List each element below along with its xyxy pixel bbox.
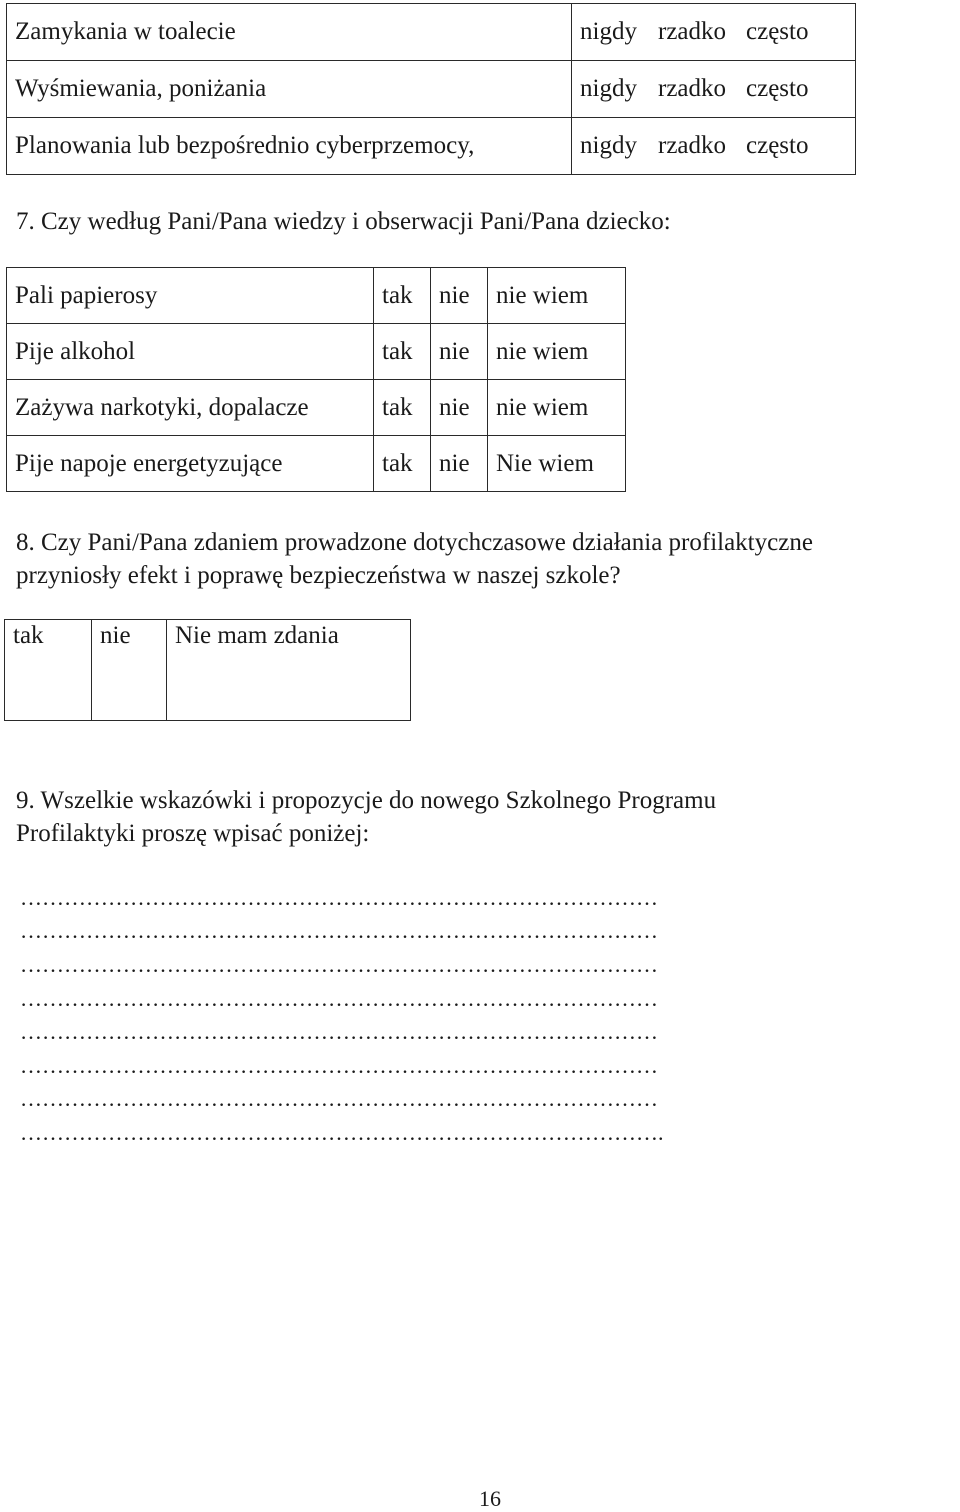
option-nie-wiem[interactable]: nie wiem bbox=[488, 380, 626, 436]
question-8-table bbox=[4, 619, 411, 721]
question-9-line-2: Profilaktyki proszę wpisać poniżej: bbox=[16, 820, 370, 847]
answer-dotted-line[interactable]: …………………………………………………………………………… bbox=[20, 918, 658, 943]
question-8-line-2: przyniosły efekt i poprawę bezpieczeństwa w naszej szkole? bbox=[16, 562, 621, 589]
row-label: Pije alkohol bbox=[7, 324, 374, 380]
option-czesto[interactable]: często bbox=[742, 4, 856, 61]
answer-dotted-line[interactable]: …………………………………………………………………………… bbox=[20, 986, 658, 1011]
option-czesto[interactable]: często bbox=[742, 118, 856, 175]
row-label: Planowania lub bezpośrednio cyberprzemocy, bbox=[7, 118, 572, 175]
answer-dotted-line[interactable]: …………………………………………………………………………… bbox=[20, 885, 658, 910]
row-label: Pali papierosy bbox=[7, 268, 374, 324]
option-nigdy[interactable]: nigdy bbox=[572, 4, 655, 61]
row-label: Zamykania w toalecie bbox=[7, 4, 572, 61]
table-row bbox=[7, 324, 626, 380]
table-row bbox=[7, 268, 626, 324]
row-label: Pije napoje energetyzujące bbox=[7, 436, 374, 492]
option-nie[interactable]: nie bbox=[92, 620, 167, 721]
table-row bbox=[7, 380, 626, 436]
question-7-table bbox=[6, 267, 626, 492]
table-row bbox=[7, 61, 856, 118]
question-9-line-1: 9. Wszelkie wskazówki i propozycje do nowego Szkolnego Programu bbox=[16, 787, 717, 814]
answer-dotted-line[interactable]: ……………………………………………………………………………. bbox=[20, 1120, 664, 1145]
option-rzadko[interactable]: rzadko bbox=[654, 118, 742, 175]
option-nie-wiem[interactable]: nie wiem bbox=[488, 268, 626, 324]
page-number: 16 bbox=[479, 1486, 501, 1511]
row-label: Wyśmiewania, poniżania bbox=[7, 61, 572, 118]
option-nigdy[interactable]: nigdy bbox=[572, 61, 655, 118]
option-nie[interactable]: nie bbox=[431, 324, 488, 380]
option-nie[interactable]: nie bbox=[431, 380, 488, 436]
option-nie[interactable]: nie bbox=[431, 436, 488, 492]
answer-dotted-line[interactable]: …………………………………………………………………………… bbox=[20, 1086, 658, 1111]
option-rzadko[interactable]: rzadko bbox=[654, 4, 742, 61]
table-row bbox=[5, 620, 411, 721]
option-tak[interactable]: tak bbox=[374, 324, 431, 380]
answer-dotted-line[interactable]: …………………………………………………………………………… bbox=[20, 1019, 658, 1044]
option-rzadko[interactable]: rzadko bbox=[654, 61, 742, 118]
option-tak[interactable]: tak bbox=[5, 620, 92, 721]
row-label: Zażywa narkotyki, dopalacze bbox=[7, 380, 374, 436]
question-7-text: 7. Czy według Pani/Pana wiedzy i obserwacji Pani/Pana dziecko: bbox=[16, 208, 671, 235]
option-czesto[interactable]: często bbox=[742, 61, 856, 118]
table-row bbox=[7, 118, 856, 175]
option-tak[interactable]: tak bbox=[374, 380, 431, 436]
option-nigdy[interactable]: nigdy bbox=[572, 118, 655, 175]
option-nie-wiem[interactable]: nie wiem bbox=[488, 324, 626, 380]
option-nie-wiem[interactable]: Nie wiem bbox=[488, 436, 626, 492]
answer-dotted-line[interactable]: …………………………………………………………………………… bbox=[20, 952, 658, 977]
table-row bbox=[7, 436, 626, 492]
option-nie-mam-zdania[interactable]: Nie mam zdania bbox=[167, 620, 411, 721]
option-nie[interactable]: nie bbox=[431, 268, 488, 324]
frequency-table bbox=[6, 3, 856, 175]
option-tak[interactable]: tak bbox=[374, 268, 431, 324]
table-row bbox=[7, 4, 856, 61]
question-8-line-1: 8. Czy Pani/Pana zdaniem prowadzone dotychczasowe działania profilaktyczne bbox=[16, 529, 813, 556]
option-tak[interactable]: tak bbox=[374, 436, 431, 492]
answer-dotted-line[interactable]: …………………………………………………………………………… bbox=[20, 1053, 658, 1078]
